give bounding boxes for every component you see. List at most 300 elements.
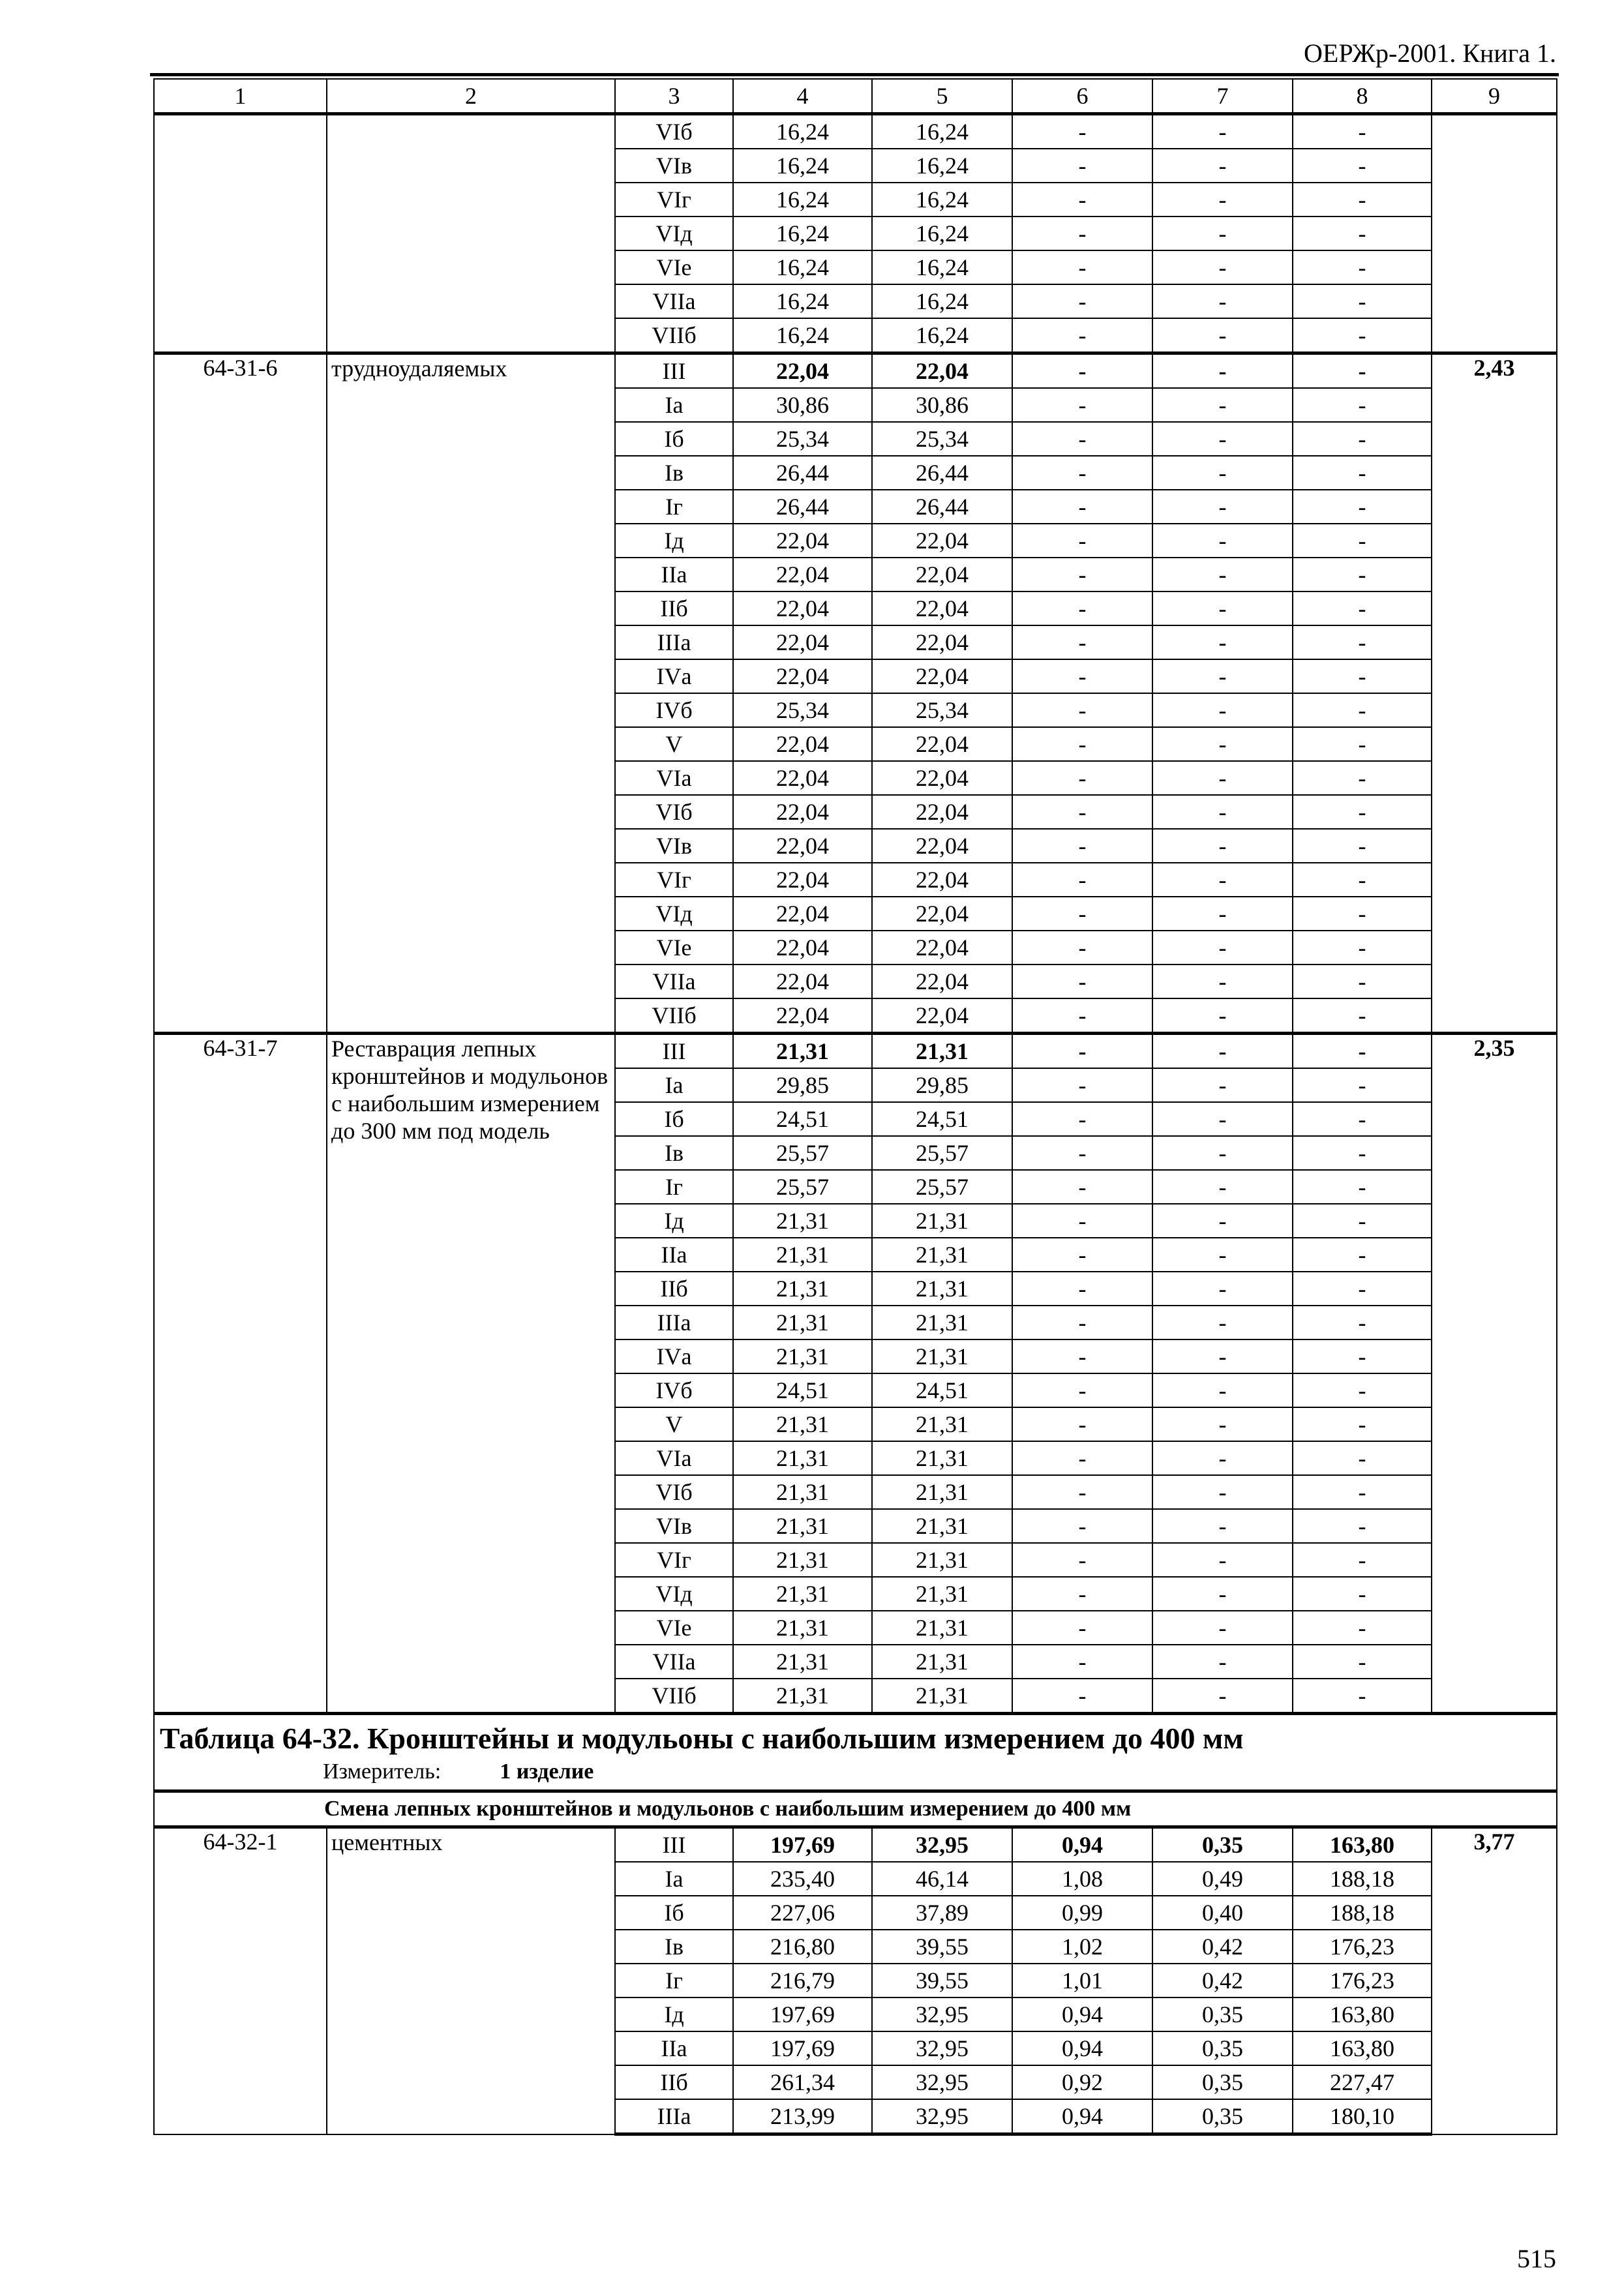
value-cell: - — [1293, 114, 1432, 149]
value-cell: 30,86 — [733, 388, 872, 422]
value-cell: - — [1012, 284, 1152, 318]
value-cell: 22,04 — [872, 353, 1012, 389]
value-cell: - — [1012, 524, 1152, 558]
value-cell: - — [1152, 1679, 1293, 1714]
value-cell: 21,31 — [733, 1034, 872, 1069]
value-cell: - — [1012, 1645, 1152, 1679]
value-cell: - — [1012, 1339, 1152, 1373]
table-row — [154, 1034, 1557, 1069]
value-cell: 22,04 — [733, 863, 872, 897]
zone-cell: Iд — [615, 1997, 733, 2031]
value-cell: - — [1012, 1238, 1152, 1272]
value-cell: 16,24 — [872, 250, 1012, 284]
measure-label: Измеритель: — [323, 1759, 442, 1784]
value-cell: 22,04 — [872, 659, 1012, 693]
value-cell: 26,44 — [872, 490, 1012, 524]
value-cell: - — [1293, 1034, 1432, 1069]
value-cell: - — [1152, 1475, 1293, 1509]
value-cell: - — [1152, 284, 1293, 318]
value-cell: 21,31 — [872, 1034, 1012, 1069]
zone-cell: Iа — [615, 388, 733, 422]
value-cell: 21,31 — [733, 1407, 872, 1441]
value-cell: 0,94 — [1012, 2031, 1152, 2065]
value-cell: 180,10 — [1293, 2099, 1432, 2134]
value-cell: 21,31 — [872, 1645, 1012, 1679]
zone-cell: Iг — [615, 1170, 733, 1204]
table-title-cell — [154, 1714, 1557, 1791]
value-cell: - — [1012, 659, 1152, 693]
zone-cell: VIд — [615, 897, 733, 931]
value-cell: - — [1293, 1339, 1432, 1373]
value-cell: - — [1012, 1475, 1152, 1509]
value-cell: - — [1293, 1679, 1432, 1714]
value-cell: - — [1293, 1509, 1432, 1543]
value-cell: - — [1293, 625, 1432, 659]
value-cell: 32,95 — [872, 1827, 1012, 1863]
value-cell: - — [1293, 250, 1432, 284]
value-cell: - — [1012, 1272, 1152, 1306]
value-cell: 21,31 — [733, 1679, 872, 1714]
value-cell: 22,04 — [733, 965, 872, 998]
value-cell: - — [1293, 1611, 1432, 1645]
value-cell: 32,95 — [872, 1997, 1012, 2031]
value-cell: 22,04 — [733, 761, 872, 795]
zone-cell: IVб — [615, 1373, 733, 1407]
value-cell: 0,92 — [1012, 2065, 1152, 2099]
value-cell: 26,44 — [733, 490, 872, 524]
value-cell: - — [1293, 1543, 1432, 1577]
value-cell: 22,04 — [733, 897, 872, 931]
value-cell: 25,34 — [872, 693, 1012, 727]
value-cell: 163,80 — [1293, 1997, 1432, 2031]
zone-cell: Iа — [615, 1068, 733, 1102]
value-cell: - — [1012, 1136, 1152, 1170]
value-cell: 261,34 — [733, 2065, 872, 2099]
zone-cell: IIа — [615, 2031, 733, 2065]
value-cell: 16,24 — [733, 284, 872, 318]
value-cell: 235,40 — [733, 1862, 872, 1896]
value-cell: 22,04 — [733, 795, 872, 829]
value-cell: 24,51 — [733, 1102, 872, 1136]
value-cell: - — [1012, 727, 1152, 761]
value-cell: - — [1012, 114, 1152, 149]
value-cell: - — [1012, 1441, 1152, 1475]
value-cell: 197,69 — [733, 1997, 872, 2031]
value-cell: 22,04 — [733, 998, 872, 1034]
zone-cell: Iв — [615, 1136, 733, 1170]
value-cell: - — [1293, 761, 1432, 795]
value-cell: 24,51 — [733, 1373, 872, 1407]
value-cell: - — [1012, 1102, 1152, 1136]
zone-cell: III — [615, 353, 733, 389]
value-cell: 0,35 — [1152, 2031, 1293, 2065]
table-row — [154, 114, 1557, 149]
value-cell: 163,80 — [1293, 1827, 1432, 1863]
value-cell: 16,24 — [872, 318, 1012, 353]
value-cell: - — [1293, 998, 1432, 1034]
value-cell: - — [1012, 965, 1152, 998]
value-cell: - — [1293, 863, 1432, 897]
value-cell: 21,31 — [733, 1509, 872, 1543]
value-cell: - — [1152, 1272, 1293, 1306]
value-cell: - — [1152, 1543, 1293, 1577]
value-cell: 21,31 — [872, 1306, 1012, 1339]
zone-cell: VIIа — [615, 1645, 733, 1679]
column-number: 5 — [872, 79, 1012, 114]
zone-cell: Iб — [615, 422, 733, 456]
value-cell: 21,31 — [872, 1611, 1012, 1645]
value-cell: - — [1012, 456, 1152, 490]
zone-cell: VIе — [615, 250, 733, 284]
zone-cell: VIб — [615, 114, 733, 149]
value-cell: - — [1012, 217, 1152, 250]
value-cell: 197,69 — [733, 2031, 872, 2065]
value-cell: - — [1293, 1068, 1432, 1102]
value-cell: 21,31 — [872, 1543, 1012, 1577]
value-cell: - — [1152, 795, 1293, 829]
value-cell: 25,34 — [733, 422, 872, 456]
value-cell: 216,80 — [733, 1930, 872, 1964]
column-number: 2 — [327, 79, 615, 114]
value-cell: - — [1012, 1068, 1152, 1102]
labor-cost: 2,43 — [1432, 353, 1557, 1034]
zone-cell: IVа — [615, 1339, 733, 1373]
value-cell: - — [1152, 1136, 1293, 1170]
zone-cell: VIе — [615, 931, 733, 965]
value-cell: 22,04 — [872, 863, 1012, 897]
value-cell: - — [1293, 1170, 1432, 1204]
value-cell: - — [1152, 727, 1293, 761]
value-cell: - — [1152, 422, 1293, 456]
zone-cell: IIа — [615, 558, 733, 591]
value-cell: - — [1293, 1238, 1432, 1272]
value-cell: 16,24 — [872, 284, 1012, 318]
value-cell: 16,24 — [872, 149, 1012, 183]
zone-cell: VIв — [615, 1509, 733, 1543]
work-description: цементных — [327, 1827, 615, 2134]
value-cell: - — [1012, 1373, 1152, 1407]
value-cell: 1,01 — [1012, 1964, 1152, 1997]
value-cell: - — [1152, 1509, 1293, 1543]
value-cell: 21,31 — [733, 1543, 872, 1577]
value-cell: 0,35 — [1152, 1827, 1293, 1863]
value-cell: - — [1012, 558, 1152, 591]
value-cell: - — [1293, 659, 1432, 693]
value-cell: - — [1293, 1102, 1432, 1136]
value-cell: - — [1012, 1170, 1152, 1204]
value-cell: - — [1152, 693, 1293, 727]
value-cell: - — [1152, 659, 1293, 693]
value-cell: 25,34 — [872, 422, 1012, 456]
value-cell: 21,31 — [733, 1306, 872, 1339]
value-cell: 22,04 — [733, 558, 872, 591]
column-number: 9 — [1432, 79, 1557, 114]
value-cell: - — [1152, 965, 1293, 998]
value-cell: - — [1152, 183, 1293, 217]
value-cell: - — [1152, 591, 1293, 625]
value-cell: - — [1012, 1577, 1152, 1611]
value-cell: - — [1152, 863, 1293, 897]
work-description — [327, 114, 615, 353]
value-cell: - — [1293, 1373, 1432, 1407]
value-cell: - — [1012, 625, 1152, 659]
value-cell: - — [1293, 795, 1432, 829]
value-cell: - — [1012, 1679, 1152, 1714]
value-cell: 0,99 — [1012, 1896, 1152, 1930]
value-cell: - — [1152, 829, 1293, 863]
section-heading: Смена лепных кронштейнов и модульонов с наибольшим измерением до 400 мм — [154, 1791, 1557, 1827]
value-cell: 0,35 — [1152, 2065, 1293, 2099]
value-cell: - — [1152, 558, 1293, 591]
value-cell: - — [1012, 998, 1152, 1034]
value-cell: - — [1012, 1611, 1152, 1645]
value-cell: - — [1012, 490, 1152, 524]
value-cell: - — [1152, 1238, 1293, 1272]
value-cell: 22,04 — [733, 625, 872, 659]
value-cell: 163,80 — [1293, 2031, 1432, 2065]
zone-cell: VIб — [615, 795, 733, 829]
value-cell: - — [1293, 1645, 1432, 1679]
norm-code: 64-32-1 — [154, 1827, 327, 2134]
value-cell: - — [1293, 558, 1432, 591]
running-header: ОЕРЖр-2001. Книга 1. — [1304, 38, 1556, 68]
zone-cell: Iб — [615, 1896, 733, 1930]
value-cell: - — [1152, 524, 1293, 558]
value-cell: 0,35 — [1152, 2099, 1293, 2134]
zone-cell: IIIа — [615, 625, 733, 659]
value-cell: 46,14 — [872, 1862, 1012, 1896]
value-cell: - — [1012, 897, 1152, 931]
work-description: Реставрация лепных кронштейнов и модульонов с наибольшим измерением до 300 мм под модель — [327, 1034, 615, 1714]
value-cell: - — [1293, 353, 1432, 389]
value-cell: - — [1152, 1204, 1293, 1238]
value-cell: 25,34 — [733, 693, 872, 727]
value-cell: 22,04 — [872, 931, 1012, 965]
value-cell: - — [1293, 456, 1432, 490]
value-cell: 25,57 — [872, 1170, 1012, 1204]
value-cell: 16,24 — [733, 114, 872, 149]
value-cell: - — [1293, 422, 1432, 456]
zone-cell: V — [615, 727, 733, 761]
column-number: 6 — [1012, 79, 1152, 114]
value-cell: 21,31 — [872, 1509, 1012, 1543]
value-cell: 22,04 — [733, 353, 872, 389]
value-cell: - — [1293, 388, 1432, 422]
value-cell: 22,04 — [872, 524, 1012, 558]
value-cell: 22,04 — [733, 659, 872, 693]
value-cell: - — [1152, 149, 1293, 183]
value-cell: - — [1012, 149, 1152, 183]
value-cell: 0,40 — [1152, 1896, 1293, 1930]
value-cell: - — [1012, 863, 1152, 897]
value-cell: 1,08 — [1012, 1862, 1152, 1896]
value-cell: 22,04 — [733, 829, 872, 863]
value-cell: 21,31 — [733, 1272, 872, 1306]
value-cell: 21,31 — [872, 1272, 1012, 1306]
value-cell: 22,04 — [872, 965, 1012, 998]
value-cell: - — [1012, 761, 1152, 795]
value-cell: - — [1293, 591, 1432, 625]
table-row — [154, 353, 1557, 389]
value-cell: 22,04 — [872, 591, 1012, 625]
norm-code: 64-31-7 — [154, 1034, 327, 1714]
zone-cell: Iв — [615, 1930, 733, 1964]
value-cell: - — [1012, 1407, 1152, 1441]
value-cell: - — [1152, 1102, 1293, 1136]
value-cell: - — [1293, 1306, 1432, 1339]
table-title: Таблица 64-32. Кронштейны и модульоны с наибольшим измерением до 400 мм — [160, 1722, 1244, 1755]
value-cell: 21,31 — [872, 1407, 1012, 1441]
value-cell: - — [1293, 1136, 1432, 1170]
zone-cell: VIIб — [615, 318, 733, 353]
zone-cell: VIа — [615, 761, 733, 795]
value-cell: - — [1012, 931, 1152, 965]
value-cell: 22,04 — [872, 761, 1012, 795]
value-cell: - — [1012, 1543, 1152, 1577]
zone-cell: IIа — [615, 1238, 733, 1272]
table-row — [154, 1827, 1557, 1863]
value-cell: 25,57 — [733, 1136, 872, 1170]
zone-cell: IVб — [615, 693, 733, 727]
value-cell: - — [1012, 1204, 1152, 1238]
value-cell: - — [1012, 388, 1152, 422]
value-cell: - — [1293, 1204, 1432, 1238]
value-cell: - — [1012, 353, 1152, 389]
value-cell: 21,31 — [872, 1475, 1012, 1509]
value-cell: 32,95 — [872, 2031, 1012, 2065]
value-cell: 21,31 — [872, 1339, 1012, 1373]
value-cell: 16,24 — [733, 250, 872, 284]
value-cell: 22,04 — [872, 829, 1012, 863]
labor-cost — [1432, 114, 1557, 353]
value-cell: 227,06 — [733, 1896, 872, 1930]
value-cell: - — [1012, 829, 1152, 863]
value-cell: 21,31 — [733, 1204, 872, 1238]
value-cell: - — [1293, 217, 1432, 250]
zone-cell: IIб — [615, 2065, 733, 2099]
value-cell: - — [1293, 318, 1432, 353]
value-cell: - — [1012, 1509, 1152, 1543]
value-cell: - — [1152, 1339, 1293, 1373]
zone-cell: IIб — [615, 1272, 733, 1306]
labor-cost: 2,35 — [1432, 1034, 1557, 1714]
value-cell: - — [1152, 1170, 1293, 1204]
value-cell: 227,47 — [1293, 2065, 1432, 2099]
value-cell: 25,57 — [872, 1136, 1012, 1170]
value-cell: - — [1293, 829, 1432, 863]
value-cell: - — [1152, 625, 1293, 659]
value-cell: 32,95 — [872, 2099, 1012, 2134]
value-cell: - — [1152, 897, 1293, 931]
zone-cell: Iд — [615, 1204, 733, 1238]
zone-cell: Iб — [615, 1102, 733, 1136]
zone-cell: IIIа — [615, 1306, 733, 1339]
value-cell: 21,31 — [872, 1238, 1012, 1272]
labor-cost: 3,77 — [1432, 1827, 1557, 2134]
value-cell: - — [1293, 931, 1432, 965]
page-number: 515 — [1517, 2244, 1556, 2273]
value-cell: 21,31 — [733, 1238, 872, 1272]
zone-cell: VIг — [615, 183, 733, 217]
value-cell: 29,85 — [733, 1068, 872, 1102]
value-cell: 22,04 — [733, 524, 872, 558]
zone-cell: VIIа — [615, 284, 733, 318]
value-cell: 24,51 — [872, 1373, 1012, 1407]
zone-cell: VIе — [615, 1611, 733, 1645]
value-cell: 188,18 — [1293, 1896, 1432, 1930]
value-cell: - — [1152, 1034, 1293, 1069]
value-cell: 24,51 — [872, 1102, 1012, 1136]
value-cell: - — [1152, 217, 1293, 250]
value-cell: 30,86 — [872, 388, 1012, 422]
zone-cell: III — [615, 1034, 733, 1069]
column-number: 3 — [615, 79, 733, 114]
value-cell: 37,89 — [872, 1896, 1012, 1930]
zone-cell: IIб — [615, 591, 733, 625]
value-cell: - — [1012, 795, 1152, 829]
value-cell: 21,31 — [733, 1577, 872, 1611]
value-cell: 39,55 — [872, 1964, 1012, 1997]
value-cell: - — [1152, 1306, 1293, 1339]
zone-cell: IIIа — [615, 2099, 733, 2134]
value-cell: 0,49 — [1152, 1862, 1293, 1896]
norms-table — [153, 78, 1557, 2136]
zone-cell: VIIб — [615, 998, 733, 1034]
column-number-row — [154, 79, 1557, 114]
value-cell: - — [1293, 524, 1432, 558]
value-cell: 0,94 — [1012, 1997, 1152, 2031]
value-cell: 16,24 — [733, 149, 872, 183]
value-cell: 22,04 — [733, 727, 872, 761]
value-cell: - — [1293, 183, 1432, 217]
value-cell: - — [1152, 1407, 1293, 1441]
value-cell: - — [1152, 318, 1293, 353]
value-cell: - — [1293, 1407, 1432, 1441]
value-cell: - — [1152, 353, 1293, 389]
value-cell: - — [1293, 284, 1432, 318]
zone-cell: VIг — [615, 1543, 733, 1577]
value-cell: - — [1293, 490, 1432, 524]
value-cell: 22,04 — [733, 591, 872, 625]
value-cell: 21,31 — [733, 1611, 872, 1645]
value-cell: 16,24 — [733, 217, 872, 250]
value-cell: - — [1152, 1577, 1293, 1611]
value-cell: - — [1152, 388, 1293, 422]
value-cell: - — [1293, 1441, 1432, 1475]
work-description: трудноудаляемых — [327, 353, 615, 1034]
zone-cell: III — [615, 1827, 733, 1863]
value-cell: 188,18 — [1293, 1862, 1432, 1896]
zone-cell: VIв — [615, 149, 733, 183]
value-cell: - — [1012, 693, 1152, 727]
value-cell: - — [1152, 456, 1293, 490]
value-cell: 216,79 — [733, 1964, 872, 1997]
zone-cell: VIIа — [615, 965, 733, 998]
value-cell: 0,94 — [1012, 2099, 1152, 2134]
value-cell: - — [1012, 591, 1152, 625]
value-cell: 16,24 — [872, 114, 1012, 149]
zone-cell: Iг — [615, 490, 733, 524]
value-cell: - — [1152, 1441, 1293, 1475]
column-number: 7 — [1152, 79, 1293, 114]
zone-cell: Iг — [615, 1964, 733, 1997]
value-cell: - — [1152, 1373, 1293, 1407]
value-cell: 32,95 — [872, 2065, 1012, 2099]
value-cell: 21,31 — [733, 1645, 872, 1679]
column-number: 4 — [733, 79, 872, 114]
value-cell: 16,24 — [872, 183, 1012, 217]
section-row — [154, 1791, 1557, 1827]
